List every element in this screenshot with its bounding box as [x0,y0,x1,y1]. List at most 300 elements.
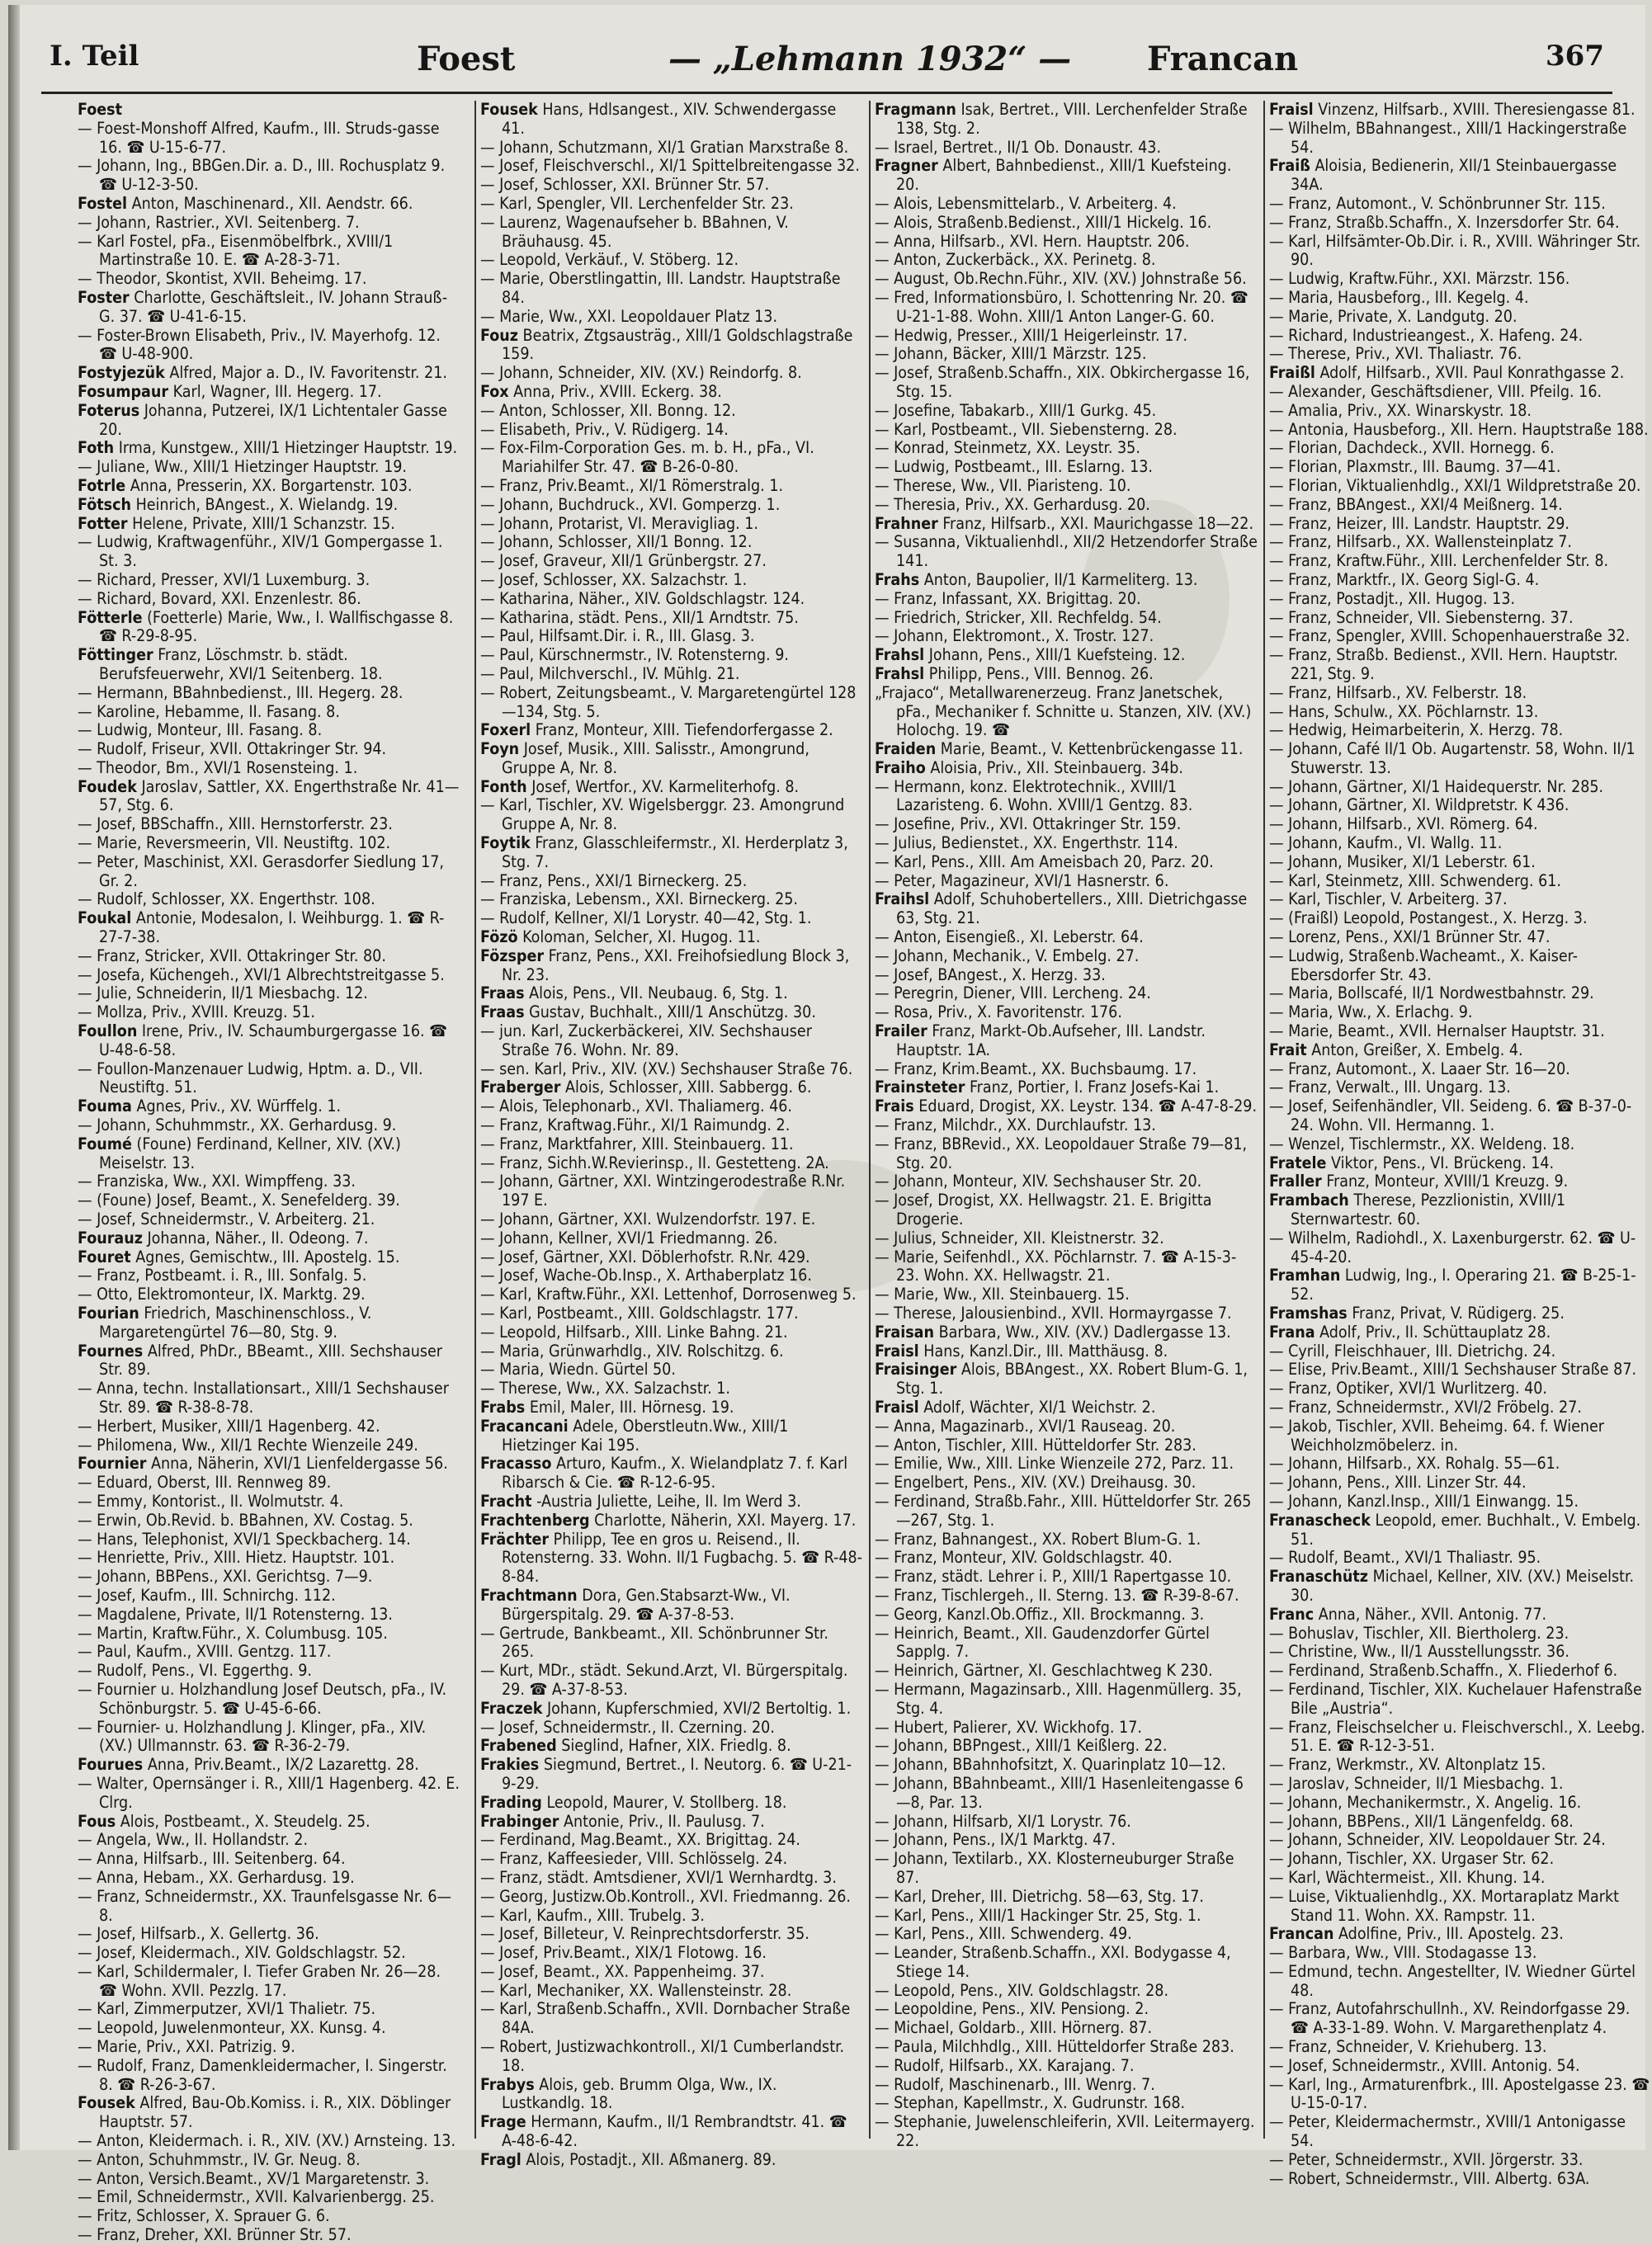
directory-entry [78,533,460,571]
directory-entry [78,1606,460,1625]
directory-entry [1269,515,1652,534]
entry-details: — Alexander, Geschäftsdiener, VIII. Pfeilg. 16. [1269,381,1602,401]
directory-entry [875,1662,1258,1681]
directory-entry [1269,834,1652,853]
entry-details: — Therese, Ww., XX. Salzachstr. 1. [480,1379,730,1398]
entry-details: — Leander, Straßenb.Schaffn., XXI. Bodygasse 4, Stiege 14. [875,1943,1231,1981]
entry-details: — Eduard, Oberst, III. Rennweg 89. [78,1473,332,1493]
entry-details: — Laurenz, Wagenaufseher b. BBahnen, V. Bräuhausg. 45. [480,212,789,251]
entry-details: (Foune) Ferdinand, Kellner, XIV. (XV.) Meiselstr. 13. [99,1134,401,1172]
entry-surname: Fracancani [480,1416,569,1436]
entry-surname: Frailer [875,1021,927,1041]
entry-details: — (Foune) Josef, Beamt., X. Senefelderg. 39. [78,1191,400,1210]
entry-details: — Florian, Viktualienhdlg., XXI/1 Wildpretstraße 20. [1269,475,1641,495]
directory-entry [1269,1831,1652,1850]
entry-details: — Franz, Sichh.W.Revierinsp., II. Gestetteng. 2A. [480,1153,829,1172]
entry-details: Alois, geb. Brumm Olga, Ww., IX. Lustkandlg. 18. [502,2074,777,2113]
directory-entry [875,2113,1258,2151]
directory-entry [480,1285,863,1304]
entry-details: — Richard, Bovard, XXI. Enzenlestr. 86. [78,588,361,608]
directory-entry [480,684,863,722]
directory-entry [78,157,460,195]
entry-details: — Josef, Kleidermach., XIV. Goldschlagstr. 52. [78,1943,406,1963]
directory-entry [78,909,460,947]
entry-details: — Franz, Monteur, XIV. Goldschlagstr. 40. [875,1548,1173,1568]
directory-entry [78,2188,460,2207]
directory-entry [875,853,1258,872]
directory-entry [78,1380,460,1417]
entry-details: — Johann, Pens., IX/1 Marktg. 47. [875,1830,1116,1850]
entry-details: — Franz, Kraftwag.Führ., XI/1 Raimundg. 2. [480,1115,791,1135]
directory-entry [480,270,863,308]
directory-entry [875,270,1258,289]
entry-details: — Leopold, Hilfsarb., XIII. Linke Bahng. 21. [480,1322,788,1342]
entry-details: — Georg, Kanzl.Ob.Offiz., XII. Brockmanng. 3. [875,1604,1205,1624]
directory-entry [875,1944,1258,1982]
directory-entry [480,496,863,515]
directory-entry [78,2038,460,2057]
directory-entry [1269,1944,1652,1963]
entry-details: — Franz, Hilfsarb., XX. Wallensteinplatz 7. [1269,532,1572,552]
entry-details: Aloisia, Priv., XII. Steinbauerg. 34b. [930,757,1183,777]
directory-entry [78,815,460,834]
directory-entry [480,947,863,985]
directory-entry [875,1813,1258,1832]
directory-entry [875,928,1258,947]
entry-details: — Florian, Dachdeck., XVII. Hornegg. 6. [1269,438,1555,458]
entry-details: Johanna, Näher., II. Odeong. 7. [147,1228,369,1247]
entry-details: — Kurt, MDr., städt. Sekund.Arzt, VI. Bürgerspitalg. 29. ☎ A-37-8-53. [480,1661,848,1699]
entry-surname: Franc [1269,1604,1315,1624]
entry-details: — Josef, Schlosser, XXI. Brünner Str. 57. [480,175,770,195]
entry-details: — sen. Karl, Priv., XIV. (XV.) Sechshauser Straße 76. [480,1059,853,1078]
directory-entry [875,1342,1258,1361]
directory-entry [1269,1097,1652,1135]
directory-entry [875,139,1258,158]
directory-entry [78,1116,460,1135]
header-rule [41,92,1612,94]
directory-entry [78,195,460,214]
entry-details: Leopold, Maurer, V. Stollberg. 18. [546,1792,787,1812]
directory-entry [480,1097,863,1116]
directory-entry [78,590,460,609]
entry-surname: Frachtenberg [480,1510,590,1530]
entry-details: — Rudolf, Schlosser, XX. Engerthstr. 108. [78,889,375,909]
entry-details: — Anna, techn. Installationsart., XIII/1 Sechshauser Str. 89. ☎ R-38-8-78. [78,1379,449,1417]
entry-surname: Fousek [78,2093,135,2113]
entry-details: — Marie, Ww., XII. Steinbauerg. 15. [875,1285,1130,1304]
entry-surname: Frabinger [480,1811,559,1831]
directory-entry [875,1022,1258,1060]
directory-entry [480,1944,863,1963]
entry-surname: Fournier [78,1454,147,1474]
entry-details: „Frajaco“, Metallwarenerzeug. Franz Janetschek, pFa., Mechaniker f. Schnitte u. Stanzen, XIV. (XV.) Holochg. 19. ☎ [875,682,1252,740]
directory-page [8,5,1650,2245]
entry-details: — Anton, Schuhmmstr., IV. Gr. Neug. 8. [78,2149,361,2169]
directory-entry [1269,1022,1652,1041]
directory-entry [480,421,863,440]
entry-details: — Jakob, Tischler, XVII. Beheimg. 64. f. Wiener Weichholzmöbelerz. in. [1269,1416,1604,1455]
directory-entry [78,1191,460,1210]
entry-details: — Herbert, Musiker, XIII/1 Hagenberg. 42. [78,1416,380,1436]
entry-surname: Foxerl [480,720,531,740]
directory-entry [480,2000,863,2038]
entry-details: Dora, Gen.Stabsarzt-Ww., VI. Bürgerspitalg. 29. ☎ A-37-8-53. [502,1585,791,1624]
directory-entry [875,533,1258,571]
directory-entry [1269,1041,1652,1060]
directory-entry [875,2076,1258,2095]
entry-details: — Paul, Kaufm., XVIII. Gentzg. 117. [78,1642,332,1662]
directory-entry [1269,233,1652,271]
entry-details: — Johann, Textilarb., XX. Klosterneuburger Straße 87. [875,1849,1234,1887]
entry-details: — Karl, Dreher, III. Dietrichg. 58—63, Stg. 17. [875,1886,1204,1906]
directory-entry [875,496,1258,515]
directory-entry [1269,2000,1652,2038]
directory-entry [1269,984,1652,1003]
entry-surname: Föttinger [78,645,153,665]
entry-details: — Johann, BBahnbeamt., XIII/1 Hasenleitengasse 6—8, Par. 13. [875,1773,1244,1812]
directory-entry [480,890,863,909]
directory-entry [480,383,863,402]
directory-entry [480,251,863,270]
directory-entry [480,2076,863,2114]
directory-entry [875,1737,1258,1756]
entry-details: Alois, Pens., VII. Neubaug. 6, Stg. 1. [529,983,788,1003]
entry-details: — Julie, Schneiderin, II/1 Miesbachg. 12. [78,983,368,1003]
directory-entry [875,421,1258,440]
entry-details: Alois, BBAngest., XX. Robert Blum-G. 1, Stg. 1. [896,1360,1248,1398]
entry-details: Viktor, Pens., VI. Brückeng. 14. [1331,1153,1555,1172]
entry-details: — Johann, Hilfsarb., XVI. Römerg. 64. [1269,814,1538,834]
entry-details: Johann, Pens., XIII/1 Kuefsteing. 12. [928,645,1186,665]
entry-surname: Fraihsl [875,889,930,909]
directory-entry [1269,1493,1652,1512]
entry-details: Alfred, Major a. D., IV. Favoritenstr. 21. [169,363,447,383]
entry-surname: Fragner [875,156,938,176]
entry-details: Alois, Schlosser, XIII. Sabbergg. 6. [565,1078,812,1097]
entry-details: — Johann, Kanzl.Insp., XIII/1 Einwangg. 15. [1269,1491,1579,1511]
entry-surname: Fragmann [875,100,956,119]
directory-entry [480,439,863,477]
directory-entry [875,1285,1258,1304]
entry-surname: Foth [78,438,115,458]
entry-details: — Karoline, Hebamme, II. Fasang. 8. [78,701,340,721]
directory-entry [1269,1229,1652,1267]
entry-details: — Theresia, Priv., XX. Gerhardusg. 20. [875,494,1150,514]
directory-entry [1269,890,1652,909]
entry-details: — Karl, Kraftw.Führ., XXI. Lettenhof, Dorrosenweg 5. [480,1285,857,1304]
entry-details: — Katharina, städt. Pens., XII/1 Arndtstr. 75. [480,607,799,627]
directory-entry [1269,458,1652,477]
entry-details: — Hedwig, Heimarbeiterin, X. Herzg. 78. [1269,720,1564,740]
entry-details: — jun. Karl, Zuckerbäckerei, XIV. Sechshauser Straße 76. Wohn. Nr. 89. [480,1021,812,1059]
directory-entry [480,1907,863,1926]
entry-details: — Anna, Magazinarb., XVI/1 Rauseag. 20. [875,1416,1176,1436]
entry-details: Hermann, Kaufm., II/1 Rembrandtstr. 41. ☎ A-48-6-42. [502,2112,847,2151]
entry-details: — Franz, Verwalt., III. Ungarg. 13. [1269,1078,1511,1097]
entry-details: Franz, Privat, V. Rüdigerg. 25. [1352,1304,1565,1323]
directory-entry [78,1530,460,1549]
entry-surname: Frachtmann [480,1585,578,1605]
directory-entry [78,1285,460,1304]
entry-details: Barbara, Ww., XIV. (XV.) Dadlergasse 13. [938,1322,1231,1342]
entry-details: — Franz, Heizer, III. Landstr. Hauptstr. 29. [1269,513,1569,533]
entry-details: Philipp, Pens., VIII. Bennog. 26. [928,663,1154,683]
directory-entry [875,1116,1258,1135]
entry-details: Beatrix, Ztgsausträg., XIII/1 Goldschlagstraße 159. [502,325,853,364]
entry-details: — Alois, Lebensmittelarb., V. Arbeiterg. 4. [875,193,1177,213]
directory-entry [78,1813,460,1832]
entry-details: — Robert, Schneidermstr., VIII. Albertg. 63A. [1269,2168,1590,2188]
directory-entry [480,1493,863,1512]
directory-entry [480,609,863,628]
entry-details: Franz, Pens., XXI. Freihofsiedlung Block 3, Nr. 23. [502,946,850,984]
entry-details: — Johann, Schneider, XIV. Leopoldauer Str. 24. [1269,1830,1606,1850]
directory-entry [1269,327,1652,346]
entry-details: — Johann, Schutzmann, XI/1 Gratian Marxstraße 8. [480,137,849,157]
entry-details: — Peter, Magazineur, XVI/1 Hasnerstr. 6. [875,870,1169,890]
directory-entry [480,1229,863,1248]
directory-entry [480,2151,863,2170]
directory-entry [78,1304,460,1342]
directory-entry [78,2151,460,2170]
directory-entry [480,1794,863,1813]
entry-details: — Johann, Café II/1 Ob. Augartenstr. 58, Wohn. II/1 Stuwerstr. 13. [1269,739,1635,777]
directory-entry [1269,1888,1652,1926]
entry-details: Franz, Markt-Ob.Aufseher, III. Landstr. Hauptstr. 1A. [896,1021,1206,1059]
entry-details: — Alois, Telephonarb., XVI. Thaliamerg. 46. [480,1097,792,1116]
entry-details: — Theodor, Bm., XVI/1 Rosensteing. 1. [78,757,358,777]
entry-details: — Therese, Ww., VII. Piaristeng. 10. [875,475,1131,495]
entry-surname: Fözsper [480,946,545,965]
entry-details: — Wenzel, Tischlermstr., XX. Weldeng. 18. [1269,1134,1575,1153]
entry-details: — Heinrich, Beamt., XII. Gaudenzdorfer Gürtel Sapplg. 7. [875,1623,1210,1662]
entry-surname: Fotter [78,513,128,533]
entry-details: — Franz, Hilfsarb., XV. Felberstr. 18. [1269,682,1527,702]
entry-surname: Fragl [480,2149,522,2169]
directory-entry [875,1756,1258,1775]
directory-entry [875,665,1258,684]
directory-entry [480,533,863,552]
directory-entry [78,2207,460,2226]
last-keyword: Francan [1147,40,1299,78]
entry-details: — Katharina, Näher., XIV. Goldschlagstr. 124. [480,588,805,608]
entry-surname: Fraller [1269,1172,1322,1191]
entry-details: — Wilhelm, BBahnangest., XIII/1 Hackingerstraße 54. [1269,118,1627,157]
entry-details: Isak, Bertret., VIII. Lerchenfelder Straße 138, Stg. 2. [896,100,1248,138]
directory-entry [1269,364,1652,383]
entry-details: Johanna, Putzerei, IX/1 Lichtentaler Gasse 20. [99,400,447,439]
directory-entry [480,1625,863,1663]
entry-details: — Henriette, Priv., XIII. Hietz. Hauptstr. 101. [78,1548,395,1568]
directory-entry [875,1172,1258,1191]
directory-entry [875,458,1258,477]
entry-details: Anna, Näherin, XVI/1 Lienfeldergasse 56. [151,1454,448,1474]
directory-entry [1269,1154,1652,1173]
directory-entry [78,778,460,816]
entry-surname: Frambach [1269,1191,1349,1210]
entry-details: — Franziska, Lebensm., XXI. Birneckerg. 25. [480,889,799,909]
directory-entry [78,1060,460,1098]
entry-details: — Karl, Steinmetz, XIII. Schwenderg. 61. [1269,870,1561,890]
entry-details: — Josef, BBSchaffn., XIII. Hernstorferstr. 23. [78,814,393,834]
directory-entry [480,1662,863,1700]
entry-details: — Franz, Schneider, VII. Siebensterng. 37. [1269,607,1574,627]
directory-entry [78,233,460,271]
directory-entry [480,1756,863,1794]
directory-entry [480,1869,863,1888]
directory-entry [875,1850,1258,1888]
entry-details: — Ludwig, Postbeamt., III. Eslarng. 13. [875,457,1153,477]
entry-details: — Angela, Ww., II. Hollandstr. 2. [78,1830,309,1850]
entry-details: — Erwin, Ob.Revid. b. BBahnen, XV. Costag. 5. [78,1510,413,1530]
entry-details: — Mollza, Priv., XVIII. Kreuzg. 51. [78,1002,315,1022]
directory-entry [875,984,1258,1003]
directory-entry [875,327,1258,346]
directory-entry [1269,1568,1652,1606]
directory-entry [875,1078,1258,1097]
directory-entry [1269,1869,1652,1888]
directory-entry [1269,590,1652,609]
directory-entry [78,684,460,703]
entry-details: — Peter, Schneidermstr., XVII. Jörgerstr. 33. [1269,2149,1584,2169]
directory-entry [1269,1850,1652,1869]
entry-details: — Luise, Viktualienhdlg., XX. Mortaraplatz Markt Stand 11. Wohn. XX. Rampstr. 11. [1269,1886,1620,1925]
entry-details: — Franz, Kraftw.Führ., XIII. Lerchenfelder Str. 8. [1269,551,1609,571]
directory-entry [875,1135,1258,1173]
directory-entry [480,984,863,1003]
first-keyword: Foest [417,40,516,78]
directory-entry [875,1681,1258,1719]
entry-surname: Fraisl [875,1397,919,1417]
entry-details: — Karl, Zimmerputzer, XVI/1 Thalietr. 75. [78,1999,376,2019]
directory-entry [875,609,1258,628]
directory-entry [875,1982,1258,2001]
directory-entry [1269,157,1652,195]
entry-details: Anna, Presserin, XX. Borgartenstr. 103. [130,475,413,495]
directory-entry [1269,796,1652,815]
entry-details: — Josef, Wache-Ob.Insp., X. Arthaberplatz 16. [480,1266,812,1285]
entry-details: — Robert, Justizwachkontroll., XI/1 Cumberlandstr. 18. [480,2037,845,2075]
entry-surname: Frais [875,1097,914,1116]
entry-details: — Johann, Hilfsarb., XX. Rohalg. 55—61. [1269,1454,1560,1474]
directory-entry [78,1775,460,1813]
entry-surname: Fouz [480,325,518,345]
entry-details: — Ludwig, Kraftw.Führ., XXI. Märzstr. 156. [1269,269,1570,289]
directory-entry [875,590,1258,609]
entry-surname: Fraas [480,983,525,1003]
directory-entry [875,214,1258,233]
directory-entry [1269,1380,1652,1398]
directory-entry [78,1963,460,2001]
column-1 [78,100,460,2245]
directory-entry [480,1248,863,1267]
directory-entry [78,1436,460,1455]
directory-entry [875,364,1258,402]
entry-details: Aloisia, Bedienerin, XII/1 Steinbauergasse 34A. [1291,156,1617,195]
column-4 [1269,100,1652,2188]
entry-details: — Antonia, Hausbeforg., XII. Hern. Hauptstraße 188. [1269,419,1649,439]
entry-details: — Franz, Werkmstr., XV. Altonplatz 15. [1269,1755,1546,1775]
entry-details: Michael, Kellner, XIV. (XV.) Meiselstr. 30. [1291,1567,1635,1605]
entry-details: Adolf, Hilfsarb., XVII. Paul Konrathgasse 2. [1319,363,1625,383]
entry-details: — Johann, Musiker, XI/1 Leberstr. 61. [1269,851,1536,871]
entry-details: — Maria, Ww., X. Erlachg. 9. [1269,1002,1473,1022]
directory-entry [480,834,863,872]
entry-details: — Anna, Hilfsarb., III. Seitenberg. 64. [78,1849,346,1869]
entry-details: — Johann, Elektromont., X. Trostr. 127. [875,626,1154,646]
directory-entry [78,703,460,722]
directory-entry [480,402,863,421]
directory-entry [78,1417,460,1436]
directory-entry [1269,1323,1652,1342]
directory-entry [480,1210,863,1229]
entry-details: — Peregrin, Diener, VIII. Lercheng. 24. [875,983,1151,1003]
directory-entry [78,1568,460,1587]
entry-details: — Josefine, Priv., XVI. Ottakringer Str. 159. [875,814,1182,834]
entry-surname: Franaschütz [1269,1567,1368,1587]
entry-details: — Franz, Postbeamt. i. R., III. Sonfalg. 5. [78,1266,367,1285]
directory-entry [480,627,863,646]
entry-surname: Frabs [480,1397,526,1417]
entry-details: — Israel, Bertret., II/1 Ob. Donaustr. 43. [875,137,1162,157]
directory-entry [875,1248,1258,1286]
directory-entry [875,251,1258,270]
entry-surname: Francan [1269,1924,1334,1944]
directory-entry [78,1022,460,1060]
entry-details: — Franz, Straßb. Bedienst., XVII. Hern. Hauptstr. 221, Stg. 9. [1269,645,1618,683]
entry-details: — Martin, Kraftw.Führ., X. Columbusg. 105. [78,1623,388,1643]
entry-details: Johann, Kupferschmied, XVI/2 Bertoltig. 1. [546,1698,852,1718]
entry-details: — Karl, Kaufm., XIII. Trubelg. 3. [480,1905,705,1925]
directory-entry [78,515,460,534]
directory-entry [1269,2151,1652,2170]
directory-entry [875,1719,1258,1738]
directory-entry [1269,1925,1652,1944]
entry-surname: Frächter [480,1529,550,1549]
directory-entry [1269,815,1652,834]
directory-entry [875,872,1258,891]
directory-entry [1269,477,1652,496]
directory-entry [78,1643,460,1662]
directory-entry [875,1060,1258,1079]
entry-details: — Johann, Buchdruck., XVI. Gomperzg. 1. [480,494,781,514]
entry-surname: Frading [480,1792,542,1812]
directory-entry [78,966,460,985]
entry-details: Franz, Monteur, XVIII/1 Kreuzg. 9. [1326,1172,1569,1191]
directory-entry [78,1719,460,1757]
entry-details: Josef, Musik., XIII. Salisstr., Amongrund, Gruppe A, Nr. 8. [502,739,809,777]
entry-details: — Josef, Fleischverschl., XI/1 Spittelbreitengasse 32. [480,156,860,176]
entry-details: — Emmy, Kontorist., II. Wolmutstr. 4. [78,1491,344,1511]
entry-details: Therese, Pezzlionistin, XVIII/1 Sternwartestr. 60. [1291,1191,1565,1229]
directory-entry [480,1078,863,1097]
entry-details: — Hermann, Magazinsarb., XIII. Hagenmüllerg. 35, Stg. 4. [875,1679,1242,1718]
directory-entry [1269,947,1652,985]
entry-surname: Fratele [1269,1153,1327,1172]
entry-details: — Johann, Schuhmmstr., XX. Gerhardusg. 9. [78,1115,397,1135]
directory-entry [78,759,460,778]
directory-entry [1269,1474,1652,1493]
entry-details: — Franz, Kaffeesieder, VIII. Schlösselg. 24. [480,1849,788,1869]
entry-details: — Johann, Pens., XIII. Linzer Str. 44. [1269,1473,1527,1493]
entry-details: Adolfine, Priv., III. Apostelg. 23. [1338,1924,1564,1944]
directory-title: — „Lehmann 1932“ — [668,40,1072,78]
entry-details: Eduard, Drogist, XX. Leystr. 134. ☎ A-47-8-29. [918,1097,1258,1116]
directory-entry [1269,1361,1652,1380]
entry-details: — Franz, Optiker, XVI/1 Wurlitzerg. 40. [1269,1379,1547,1398]
entry-details: — Maria, Hausbeforg., III. Kegelg. 4. [1269,287,1529,307]
